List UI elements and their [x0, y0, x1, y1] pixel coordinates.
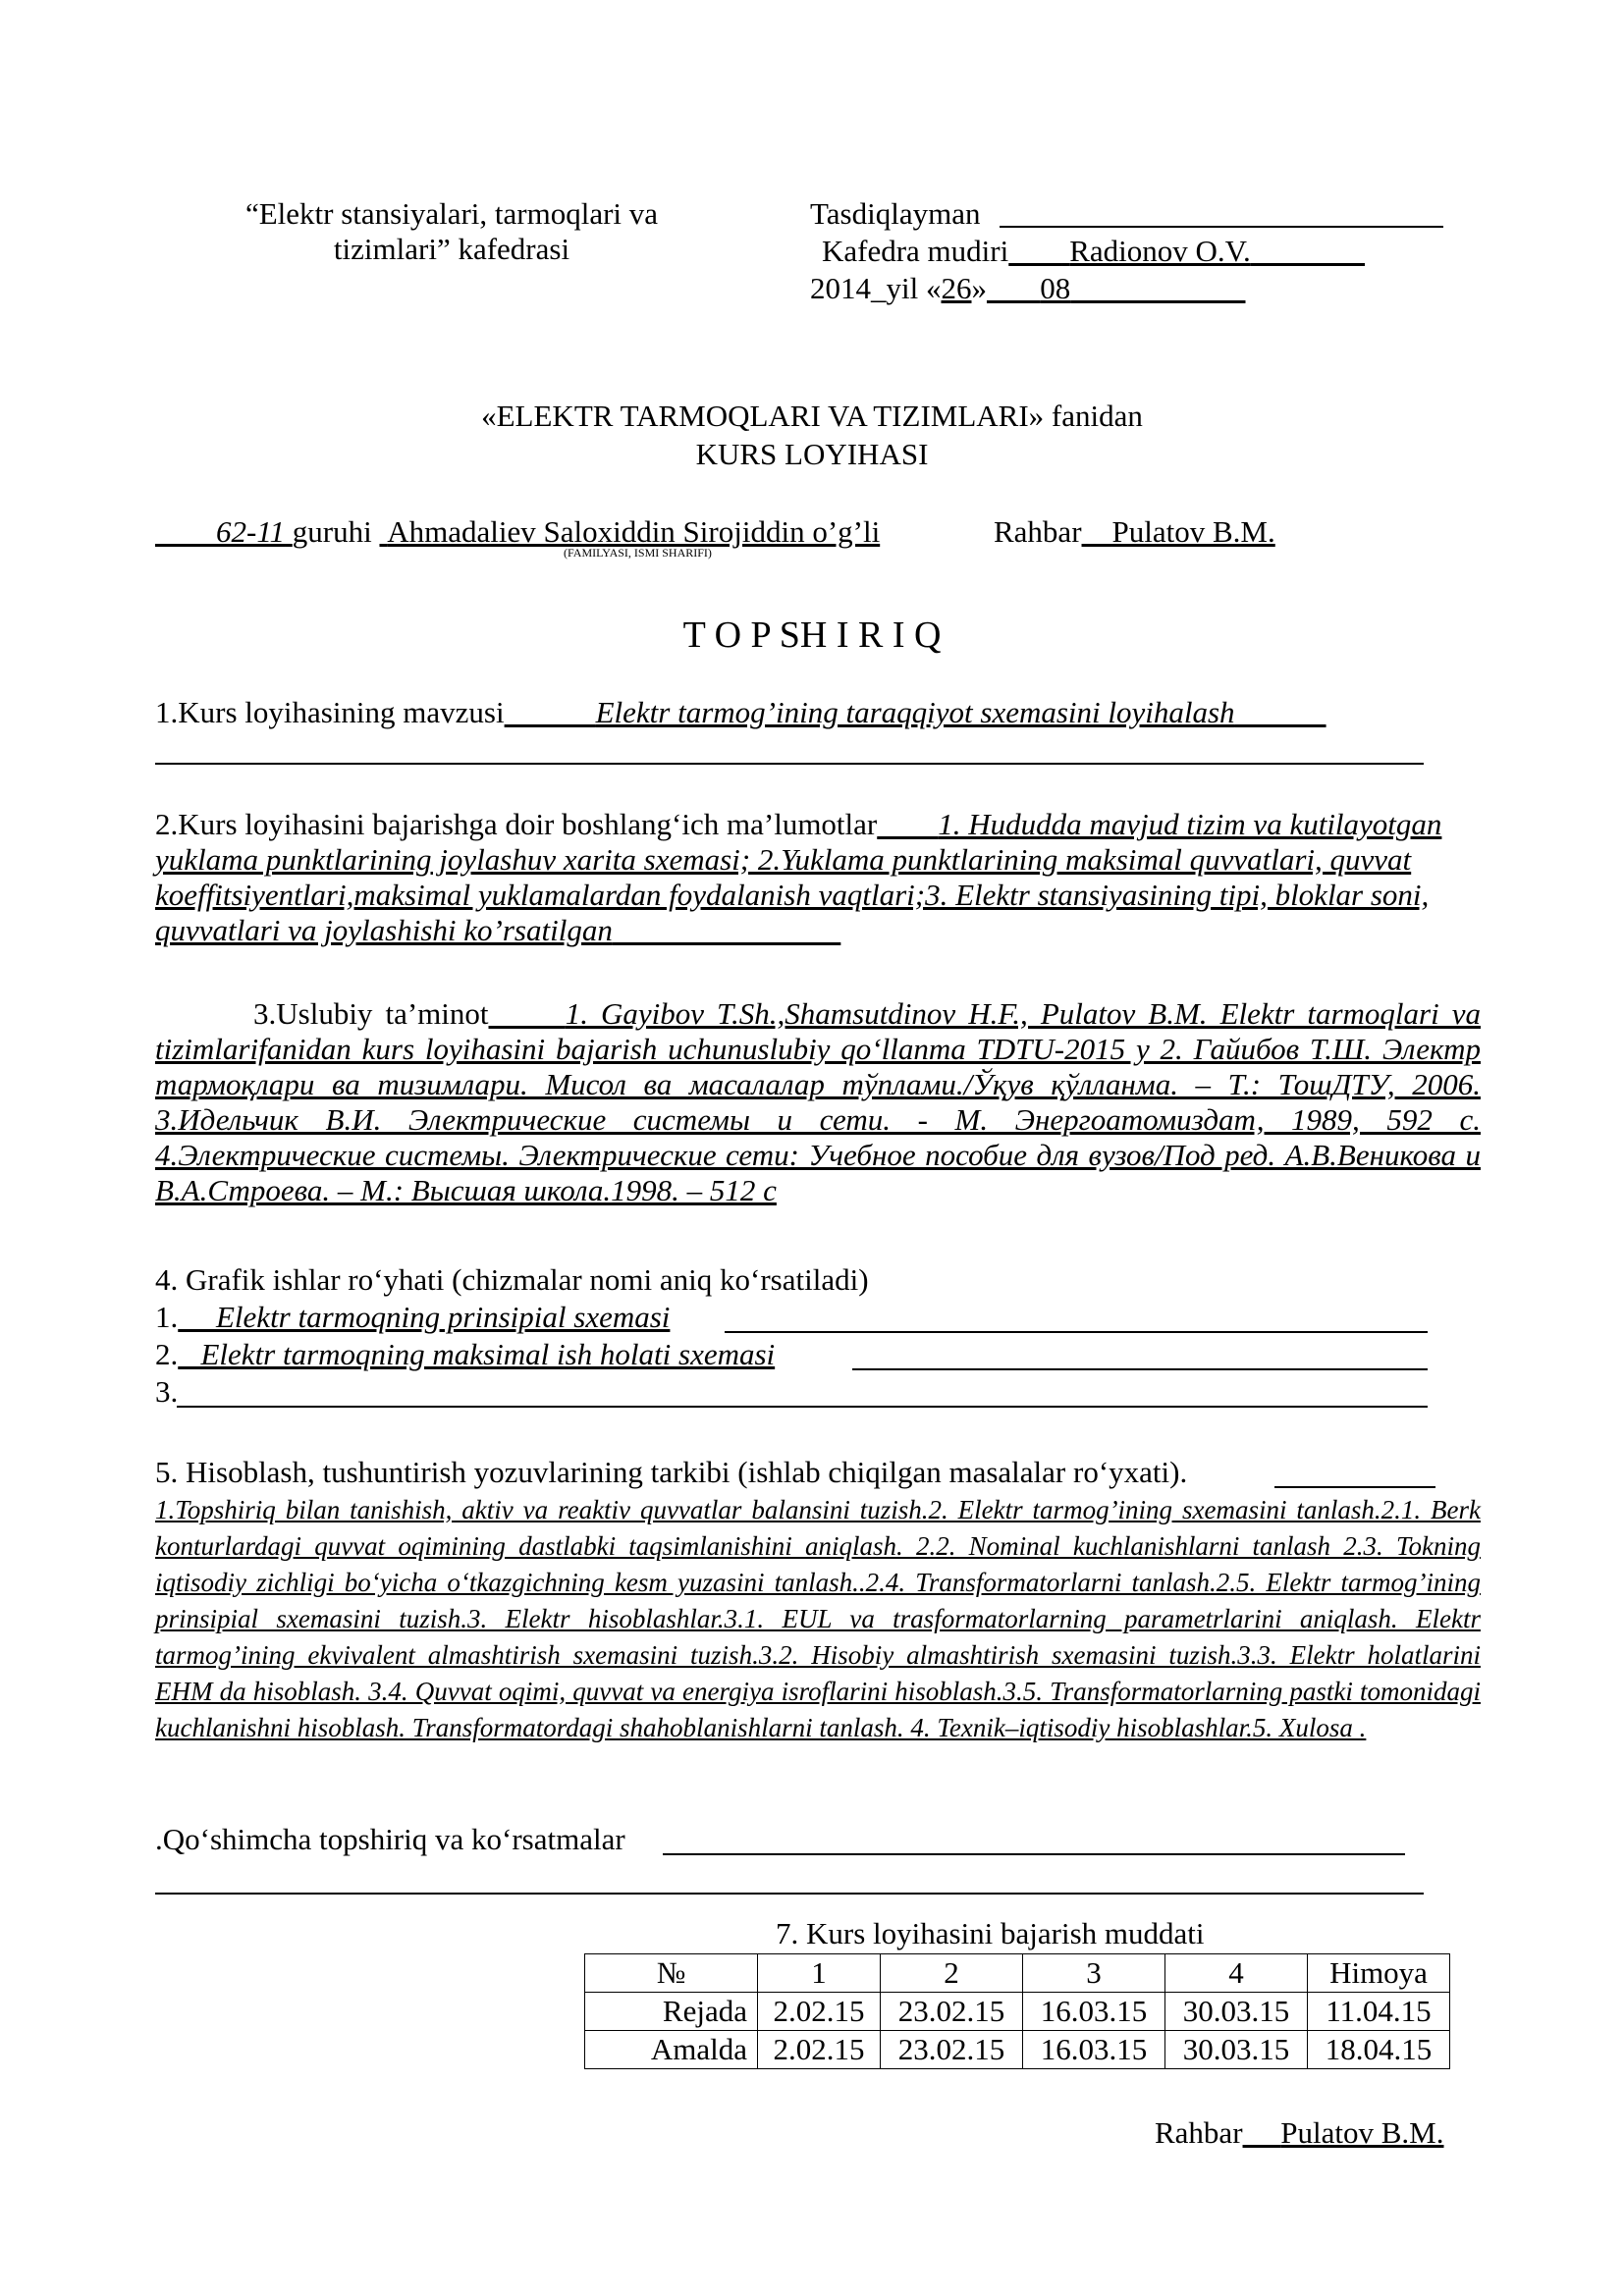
schedule-header-cell: № — [585, 1954, 758, 1993]
section-2-value: 1. Hududda mavjud tizim va kutilayotgan yuklama punktlarining joylashuv xarita sxemasi; 2.Yuklama punktlarining maksimal quvvatlari, quvvat koeffitsiyentlari,maksimal yuklamalardan foydalanish vaqtlari;3. Elektr stansiyasining tipi, bloklar soni, quvvatlari va joylashishi ko’rsatilgan — [155, 807, 1442, 947]
schedule-cell: 30.03.15 — [1165, 1993, 1308, 2031]
schedule-cell: 2.02.15 — [758, 1993, 881, 2031]
schedule-cell: 2.02.15 — [758, 2031, 881, 2069]
approval-year: 2014 — [810, 271, 871, 305]
schedule-row-actual — [585, 2031, 1450, 2069]
graphic-item-3-line — [177, 1406, 1428, 1408]
supervisor-label: Rahbar — [994, 514, 1082, 549]
section-5-heading-line — [1274, 1486, 1435, 1488]
section-1-label: 1.Kurs loyihasining mavzusi — [155, 695, 505, 729]
schedule-row-label: Rejada — [585, 1993, 758, 2031]
course-subject: «ELEKTR TARMOQLARI VA TIZIMLARI» fanidan — [481, 399, 1143, 433]
footer-supervisor — [1155, 2115, 1444, 2151]
document-type: KURS LOYIHASI — [695, 437, 929, 471]
student-line — [155, 514, 880, 550]
supervisor-name: Pulatov B.M. — [1111, 514, 1275, 549]
section-6-label: .Qo‘shimcha topshiriq va ko‘rsatmalar — [155, 1822, 625, 1856]
section-3-value: 1. Gayibov T.Sh.,Shamsutdinov H.F., Pulatov B.M. Elektr tarmoqlari va tizimlarifanidan kurs loyihasini bajarish uchunuslubiy qo‘llanma TDTU-2015 y 2. Гайибов Т.Ш. Электр тармоқлари ва тизимлари. Мисол ва масалалар тўплами./Ўқув қўлланма. – Т.: ТошДТУ, 2006. 3.Идельчик В.И. Электрические системы и сети. - М. Энергоатомиздат, 1989, 592 с. 4.Электрические системы. Электрические сети: Учебное пособие для вузов/Под ред. А.В.Веникова и В.А.Строева. – М.: Высшая школа.1998. – 512 с — [155, 996, 1482, 1207]
department-head — [822, 234, 1365, 269]
section-5-heading — [155, 1455, 1187, 1490]
schedule-table — [584, 1953, 1450, 2069]
approval-month: 08 — [1040, 271, 1071, 305]
footer-supervisor-name: Pulatov B.M. — [1280, 2115, 1444, 2150]
section-6-extra-line — [155, 1893, 1424, 1895]
section-3-methodology — [155, 996, 1481, 1208]
schedule-header-cell: 2 — [881, 1954, 1023, 1993]
schedule-cell: 11.04.15 — [1308, 1993, 1450, 2031]
section-2-initial-data — [155, 807, 1481, 948]
section-5-label: 5. Hisoblash, tushuntirish yozuvlarining tarkibi (ishlab chiqilgan masalalar ro‘yxati). — [155, 1455, 1188, 1489]
schedule-row-plan — [585, 1993, 1450, 2031]
schedule-cell: 16.03.15 — [1023, 2031, 1165, 2069]
schedule-header-cell: 3 — [1023, 1954, 1165, 1993]
schedule-header-cell: 4 — [1165, 1954, 1308, 1993]
department-head-label: Kafedra mudiri — [822, 234, 1009, 268]
department-name — [196, 196, 707, 267]
schedule-cell: 18.04.15 — [1308, 2031, 1450, 2069]
approval-signature-line — [1000, 226, 1443, 228]
schedule-cell: 30.03.15 — [1165, 2031, 1308, 2069]
section-5-value: 1.Topshiriq bilan tanishish, aktiv va reaktiv quvvatlar balansini tuzish.2. Elektr tarmog’ining sxemasini tanlash.2.1. Berk konturlardagi quvvat oqimining dastlabki taqsimlanishini aniqlash. 2.2. Nominal kuchlanishlarni tanlash 2.3. Tokning iqtisodiy zichligi bo‘yicha o‘tkazgichning kesm yuzasini tanlash..2.4. Transformatorlarni tanlash.2.5. Elektr tarmog’ining prinsipial sxemasini tuzish.3. Elektr hisoblashlar.3.1. EUL va trasformatorlarning parametrlarini aniqlash. Elektr tarmog’ining ekvivalent almashtirish sxemasini tuzish.3.2. Hisobiy almashtirish sxemasini tuzish.3.3. Elektr holatlarini EHM da hisoblash. 3.4. Quvvat oqimi, quvvat va energiya isroflarini hisoblash.3.5. Transformatorlarning pastki tomonidagi kuchlanishni hisoblash. Transformatordagi shahoblanishlarni tanlash. 4. Texnik–iqtisodiy hisoblashlar.5. Xulosa . — [155, 1495, 1481, 1742]
approval-date: 2014_yil «26» 08 — [810, 271, 1071, 305]
section-1-extra-line — [155, 763, 1424, 765]
section-4-label: 4. Grafik ishlar ro‘yhati (chizmalar nomi aniq ko‘rsatiladi) — [155, 1262, 869, 1297]
supervisor-line — [994, 514, 1275, 550]
group-label: guruhi — [292, 514, 372, 549]
department-head-name: Radionov O.V. — [1069, 234, 1251, 268]
task-title: T O P SH I R I Q — [682, 614, 942, 656]
schedule-header-cell: 1 — [758, 1954, 881, 1993]
student-name: Ahmadaliev Saloxiddin Sirojiddin o’g’li — [387, 514, 881, 549]
section-3-label: 3.Uslubiy ta’minot — [253, 996, 489, 1031]
schedule-cell: 23.02.15 — [881, 1993, 1023, 2031]
section-6-line — [663, 1853, 1405, 1855]
graphic-item-1: 1. Elektr tarmoqning prinsipial sxemasi — [155, 1300, 671, 1334]
group-number: 62-11 — [216, 514, 286, 549]
section-2-label: 2.Kurs loyihasini bajarishga doir boshlang‘ich ma’lumotlar — [155, 807, 878, 841]
graphic-item-2: 2. Elektr tarmoqning maksimal ish holati sxemasi — [155, 1337, 776, 1371]
department-line-2: tizimlari” kafedrasi — [333, 232, 570, 266]
graphic-item-2-line — [852, 1368, 1428, 1370]
schedule-title: 7. Kurs loyihasini bajarish muddati — [776, 1916, 1205, 1950]
schedule-row-label: Amalda — [585, 2031, 758, 2069]
graphic-item-3: 3. — [155, 1374, 179, 1409]
approval-label: Tasdiqlayman — [810, 196, 981, 231]
department-line-1: “Elektr stansiyalari, tarmoqlari va — [244, 196, 659, 231]
approval-day: 26 — [941, 271, 972, 305]
student-name-caption: (FAMILYASI, ISMI SHARIFI) — [564, 546, 712, 560]
schedule-cell: 23.02.15 — [881, 2031, 1023, 2069]
schedule-cell: 16.03.15 — [1023, 1993, 1165, 2031]
graphic-item-1-line — [725, 1331, 1428, 1333]
schedule-header-cell: Himoya — [1308, 1954, 1450, 1993]
schedule-header-row — [585, 1954, 1450, 1993]
section-1-value: Elektr tarmog’ining taraqqiyot sxemasini loyihalash — [595, 695, 1235, 729]
footer-supervisor-label: Rahbar — [1155, 2115, 1243, 2150]
section-1-topic — [155, 695, 1326, 730]
